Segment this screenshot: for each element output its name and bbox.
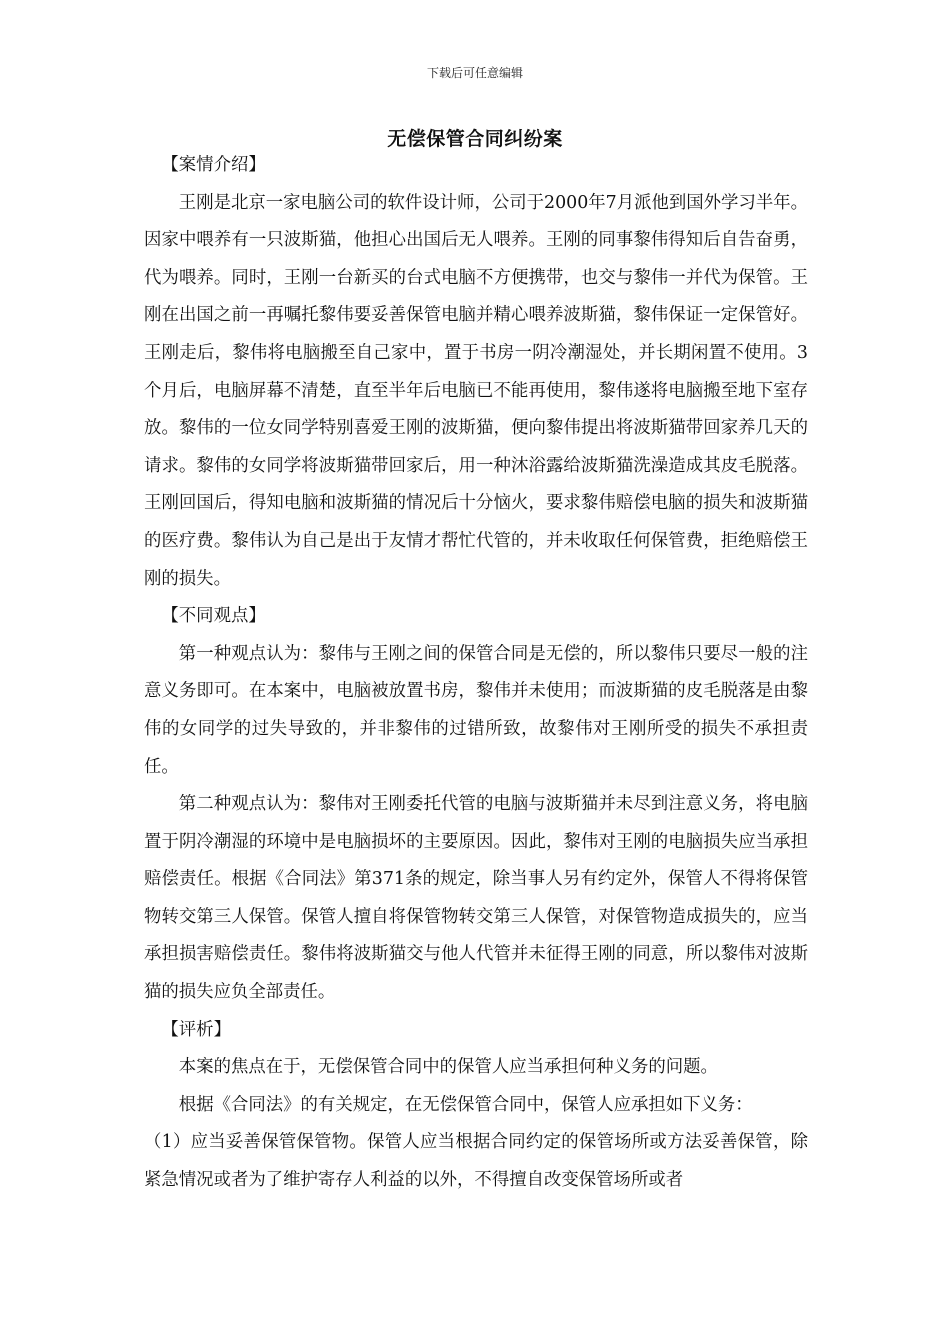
analysis-duty-one-paragraph: （1）应当妥善保管保管物。保管人应当根据合同约定的保管场所或方法妥善保管，除紧急情况或者为了维护寄存人利益的以外，不得擅自改变保管场所或者 — [144, 1132, 808, 1191]
document-title: 无偿保管合同纠纷案 — [387, 128, 563, 150]
section-heading-analysis: 【评析】 — [161, 1019, 231, 1040]
case-intro-paragraph: 王刚是北京一家电脑公司的软件设计师，公司于2000年7月派他到国外学习半年。因家中喂养有一只波斯猫，他担心出国后无人喂养。王刚的同事黎伟得知后自告奋勇，代为喂养。同时，王刚一台新买的台式电脑不方便携带，也交与黎伟一并代为保管。王刚在出国之前一再嘱托黎伟要妥善保管电脑并精心喂养波斯猫，黎伟保证一定保管好。王刚走后，黎伟将电脑搬至自己家中，置于书房一阴冷潮湿处，并长期闲置不使用。3个月后，电脑屏幕不清楚，直至半年后电脑已不能再使用，黎伟遂将电脑搬至地下室存放。黎伟的一位女同学特别喜爱王刚的波斯猫，便向黎伟提出将波斯猫带回家养几天的请求。黎伟的女同学将波斯猫带回家后，用一种沐浴露给波斯猫洗澡造成其皮毛脱落。王刚回国后，得知电脑和波斯猫的情况后十分恼火，要求黎伟赔偿电脑的损失和波斯猫的医疗费。黎伟认为自己是出于友情才帮忙代管的，并未收取任何保管费，拒绝赔偿王刚的损失。 — [144, 192, 809, 589]
document-body — [144, 147, 808, 1200]
analysis-duties-paragraph: 根据《合同法》的有关规定，在无偿保管合同中，保管人应承担如下义务： — [178, 1094, 753, 1115]
view-one-paragraph: 第一种观点认为：黎伟与王刚之间的保管合同是无偿的，所以黎伟只要尽一般的注意义务即可。在本案中，电脑被放置书房，黎伟并未使用；而波斯猫的皮毛脱落是由黎伟的女同学的过失导致的，并非黎伟的过错所致，故黎伟对王刚所受的损失不承担责任。 — [144, 643, 808, 777]
section-heading-case-intro: 【案情介绍】 — [161, 155, 266, 175]
section-heading-views: 【不同观点】 — [161, 606, 266, 627]
view-two-paragraph: 第二种观点认为：黎伟对王刚委托代管的电脑与波斯猫并未尽到注意义务，将电脑置于阴冷潮湿的环境中是电脑损坏的主要原因。因此，黎伟对王刚的电脑损失应当承担赔偿责任。根据《合同法》第371条的规定，除当事人另有约定外，保管人不得将保管物转交第三人保管。保管人擅自将保管物转交第三人保管，对保管物造成损失的，应当承担损害赔偿责任。黎伟将波斯猫交与他人代管并未征得王刚的同意，所以黎伟对波斯猫的损失应负全部责任。 — [144, 794, 808, 1003]
analysis-focus-paragraph: 本案的焦点在于，无偿保管合同中的保管人应当承担何种义务的问题。 — [178, 1057, 718, 1078]
page-header-note: 下载后可任意编辑 — [426, 66, 523, 80]
